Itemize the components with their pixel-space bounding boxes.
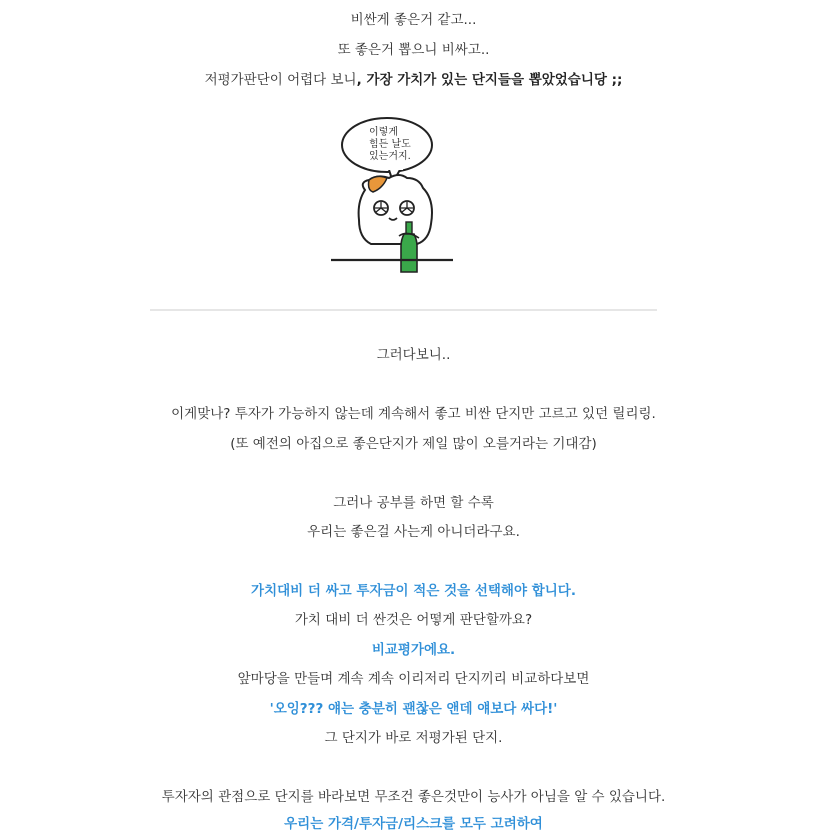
highlight-line: 우리는 가격/투자금/리스크를 모두 고려하여 xyxy=(284,816,543,832)
text-line: 또 좋은거 뽑으니 비싸고.. xyxy=(337,42,490,58)
text-bold: , 가장 가치가 있는 단지들을 뽑았었습니당 ;; xyxy=(356,72,623,88)
text-line: 이게맞나? 투자가 가능하지 않는데 계속해서 좋고 비싼 단지만 고르고 있던 릴리링. xyxy=(171,406,656,422)
text-line: 그러다보니.. xyxy=(376,347,451,363)
text-line-mixed xyxy=(0,71,827,89)
text-line: 그러나 공부를 하면 할 수록 xyxy=(333,495,494,511)
bubble-line-1: 이렇게 xyxy=(369,127,398,138)
text-line: (또 예전의 아집으로 좋은단지가 제일 많이 오를거라는 기대감) xyxy=(230,436,597,452)
bubble-line-2: 힘든 날도 xyxy=(369,139,411,150)
text-line: 그 단지가 바로 저평가된 단지. xyxy=(324,730,503,746)
bubble-line-3: 있는거지. xyxy=(369,151,411,162)
highlight-line: 가치대비 더 싸고 투자금이 적은 것을 선택해야 합니다. xyxy=(251,583,576,599)
text-line: 투자자의 관점으로 단지를 바라보면 무조건 좋은것만이 능사가 아님을 알 수 있습니다. xyxy=(161,789,666,805)
hamster-icon xyxy=(359,175,432,244)
section-divider xyxy=(150,309,657,311)
text-line: 앞마당을 만들며 계속 계속 이리저리 단지끼리 비교하다보면 xyxy=(237,671,590,687)
hamster-drinking-illustration xyxy=(327,112,457,274)
highlight-line: '오잉??? 얘는 충분히 괜찮은 앤데 얘보다 싸다!' xyxy=(269,701,558,717)
text-normal: 저평가판단이 어렵다 보니 xyxy=(204,72,357,88)
highlight-line: 비교평가에요. xyxy=(371,642,456,658)
text-line: 비싼게 좋은거 같고... xyxy=(350,12,477,28)
text-line: 가치 대비 더 싼것은 어떻게 판단할까요? xyxy=(294,612,533,628)
text-line: 우리는 좋은걸 사는게 아니더라구요. xyxy=(307,524,520,540)
speech-bubble xyxy=(342,118,432,182)
